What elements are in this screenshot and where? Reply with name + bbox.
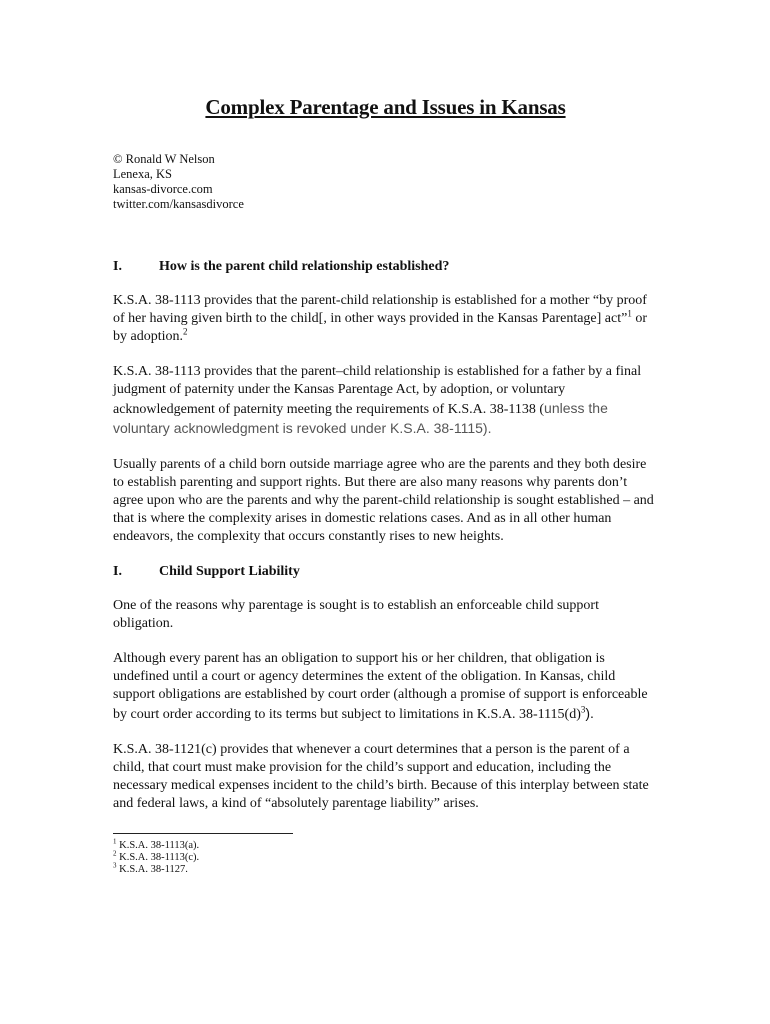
section-heading-2 [113, 563, 658, 581]
footnote-divider [113, 833, 293, 834]
paragraph-text: Although every parent has an obligation to support his or her children, that obligation is undefined until a court or agency determines the extent of the obligation. In Kansas, child support obligations are established by court order (although a promise of support is enforceable by court order according to its terms but subject to limitations in K.S.A. 38-1115(d) [113, 651, 648, 722]
footnote-ref: 2 [183, 326, 188, 337]
section-heading-text: Child Support Liability [159, 564, 300, 579]
footnote-item [113, 861, 658, 876]
footnote-ref: 3 [580, 704, 586, 715]
footnote-ref: 1 [627, 308, 632, 319]
author-copyright: © Ronald W Nelson [113, 152, 215, 166]
section-number: I. [113, 259, 122, 274]
paragraph-father [113, 363, 658, 439]
paragraph-text: K.S.A. 38-1113 provides that the parent-child relationship is established for a mother “by proof of her having given birth to the child[, in other ways provided in the Kansas Parentage] act” [113, 293, 647, 326]
document-title: Complex Parentage and Issues in Kansas [205, 95, 566, 119]
footnotes [113, 837, 658, 876]
paragraph-text: or by adoption. [113, 311, 648, 344]
footnote-text: K.S.A. 38-1113(a). [116, 840, 200, 851]
paragraph-mother [113, 292, 658, 346]
footnote-marker: 3 [113, 861, 117, 870]
paragraph-obligation [113, 650, 658, 724]
paragraph-usually: Usually parents of a child born outside marriage agree who are the parents and they both desire to establish parenting and support rights. But there are also many reasons why parents don’t agree upon who are the parents and why the parent-child relationship is sought established – and that is where the complexity arises in domestic relations cases. And as in all other human endeavors, the complexity that occurs constantly rises to new heights. [113, 457, 654, 544]
paragraph-text: K.S.A. 38-1113 provides that the parent–child relationship is established for a father by a final judgment of paternity under the Kansas Parentage Act, by adoption, or voluntary acknowledgement of paternity meeting the requirements of K.S.A. 38-1138 ( [113, 364, 642, 417]
footnote-marker: 2 [113, 849, 117, 858]
footnote-item [113, 849, 658, 864]
paragraph-reasons: One of the reasons why parentage is sought is to establish an enforceable child support obligation. [113, 598, 599, 631]
paragraph-text-tail: ). [585, 705, 594, 721]
paragraph-text-tail: unless the voluntary acknowledgment is revoked under K.S.A. 38-1115). [113, 400, 608, 436]
paragraph-ksa-1121: K.S.A. 38-1121(c) provides that whenever a court determines that a person is the parent of a child, that court must make provision for the child’s support and education, including the necessary medical expenses incident to the child’s birth. Because of this interplay between state and federal laws, a kind of “absolutely parentage liability” arises. [113, 742, 649, 811]
author-location: Lenexa, KS [113, 167, 173, 181]
footnote-text: K.S.A. 38-1113(c). [116, 852, 200, 863]
author-block [113, 152, 658, 212]
footnote-text: K.S.A. 38-1127. [116, 864, 188, 875]
document-page [113, 94, 658, 876]
footnote-marker: 1 [113, 837, 117, 846]
section-heading-1 [113, 258, 658, 276]
author-website: kansas-divorce.com [113, 182, 213, 196]
section-number: I. [113, 564, 122, 579]
section-heading-text: How is the parent child relationship established? [159, 259, 450, 274]
footnote-item [113, 837, 658, 852]
author-twitter: twitter.com/kansasdivorce [113, 197, 244, 211]
